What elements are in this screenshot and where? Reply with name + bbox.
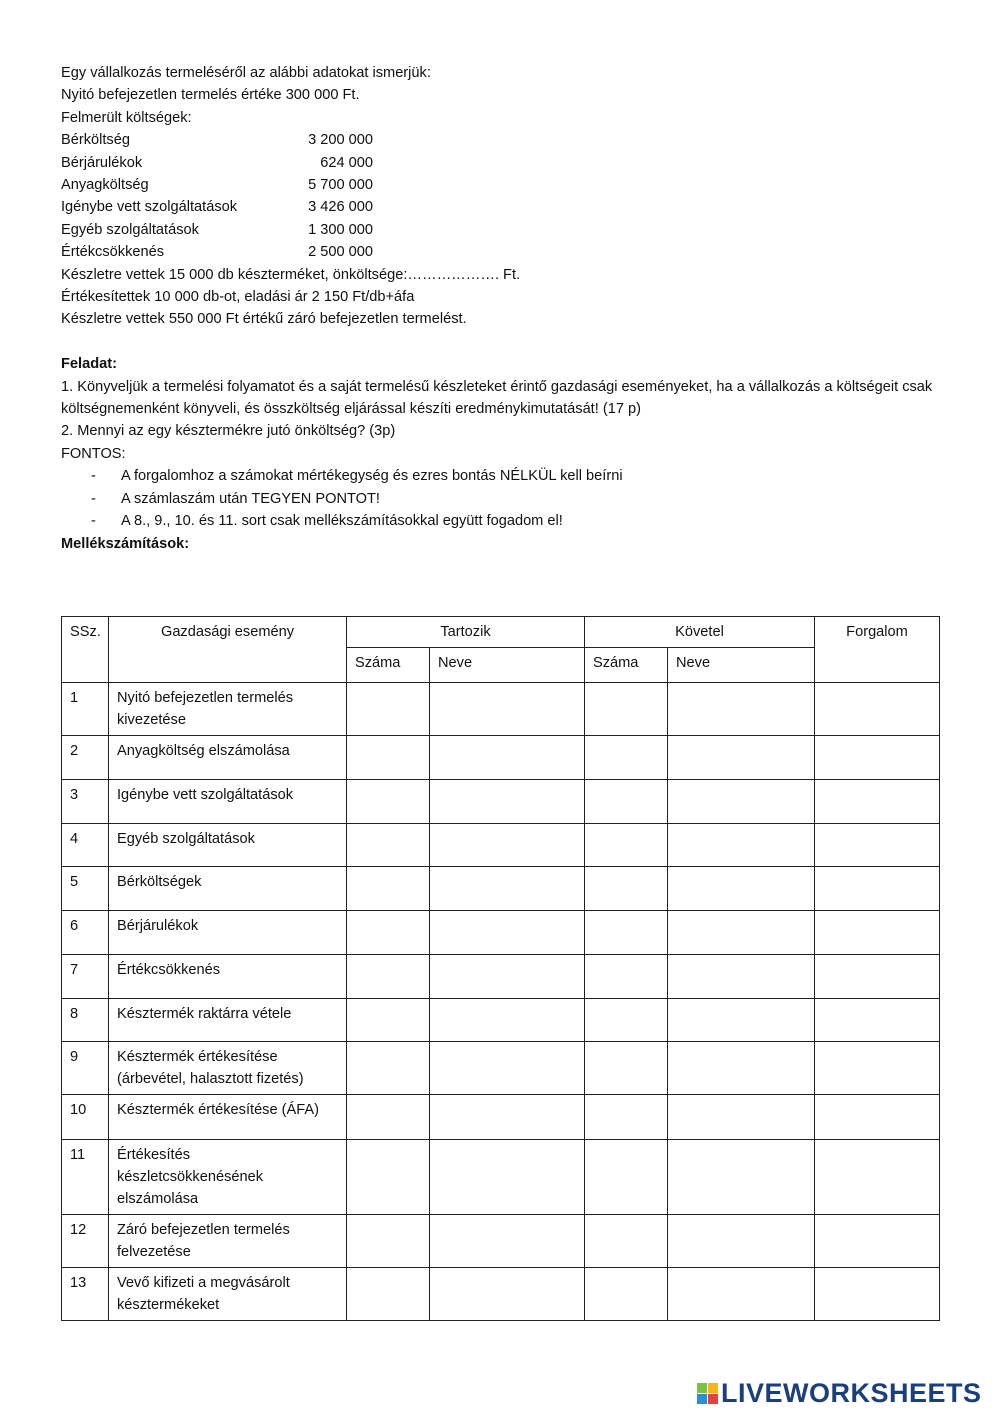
credit-name-cell[interactable] — [668, 1268, 815, 1321]
debit-number-cell[interactable] — [347, 780, 430, 824]
credit-name-cell[interactable] — [668, 1215, 815, 1268]
table-row — [62, 999, 940, 1042]
header-debit-name: Neve — [430, 648, 585, 683]
row-event: Nyitó befejezetlen termelés kivezetése — [109, 683, 347, 736]
credit-number-cell[interactable] — [585, 999, 668, 1042]
task-heading: Feladat: — [61, 356, 117, 373]
credit-name-cell[interactable] — [668, 824, 815, 867]
logo-badge-icon — [697, 1383, 718, 1404]
table-row — [62, 824, 940, 867]
credit-number-cell[interactable] — [585, 1268, 668, 1321]
debit-name-cell[interactable] — [430, 867, 585, 911]
row-number: 8 — [62, 999, 109, 1042]
debit-number-cell[interactable] — [347, 683, 430, 736]
header-ssz: SSz. — [62, 617, 109, 683]
debit-number-cell[interactable] — [347, 736, 430, 780]
credit-name-cell[interactable] — [668, 780, 815, 824]
intro-line: Felmerült költségek: — [61, 109, 192, 126]
turnover-cell[interactable] — [815, 1215, 940, 1268]
credit-number-cell[interactable] — [585, 1095, 668, 1140]
table-row — [62, 736, 940, 780]
credit-name-cell[interactable] — [668, 683, 815, 736]
row-number: 5 — [62, 867, 109, 911]
row-number: 3 — [62, 780, 109, 824]
cost-value: 1 300 000 — [308, 221, 373, 238]
turnover-cell[interactable] — [815, 736, 940, 780]
cost-value: 3 200 000 — [308, 132, 373, 149]
side-calc-heading: Mellékszámítások: — [61, 535, 190, 552]
intro-line: Nyitó befejezetlen termelés értéke 300 000 Ft. — [61, 87, 360, 104]
credit-name-cell[interactable] — [668, 955, 815, 999]
row-event: Értékesítés készletcsökkenésének elszámolása — [109, 1140, 347, 1215]
row-event: Egyéb szolgáltatások — [109, 824, 347, 867]
cost-row — [61, 196, 951, 218]
row-event: Záró befejezetlen termelés felvezetése — [109, 1215, 347, 1268]
credit-number-cell[interactable] — [585, 824, 668, 867]
intro-line: Készletre vettek 15 000 db készterméket, önköltsége:………………. Ft. — [61, 266, 521, 283]
table-row — [62, 911, 940, 955]
debit-name-cell[interactable] — [430, 911, 585, 955]
cost-row — [61, 241, 951, 263]
debit-name-cell[interactable] — [430, 1042, 585, 1095]
credit-number-cell[interactable] — [585, 911, 668, 955]
row-event: Anyagköltség elszámolása — [109, 736, 347, 780]
debit-number-cell[interactable] — [347, 1140, 430, 1215]
task-2: 2. Mennyi az egy késztermékre jutó önköltség? (3p) — [61, 423, 396, 440]
debit-number-cell[interactable] — [347, 999, 430, 1042]
header-debit-number: Száma — [347, 648, 430, 683]
cost-row — [61, 152, 951, 174]
cost-row — [61, 174, 951, 196]
turnover-cell[interactable] — [815, 1042, 940, 1095]
debit-number-cell[interactable] — [347, 867, 430, 911]
cost-name: Egyéb szolgáltatások — [61, 221, 199, 238]
debit-name-cell[interactable] — [430, 780, 585, 824]
important-label: FONTOS: — [61, 445, 126, 462]
table-row — [62, 955, 940, 999]
journal-table — [61, 616, 940, 1321]
row-number: 10 — [62, 1095, 109, 1140]
bullet-item: - A számlaszám után TEGYEN PONTOT! — [61, 488, 951, 510]
cost-row — [61, 219, 951, 241]
header-credit-number: Száma — [585, 648, 668, 683]
cost-name: Igénybe vett szolgáltatások — [61, 199, 238, 216]
debit-number-cell[interactable] — [347, 1215, 430, 1268]
row-number: 2 — [62, 736, 109, 780]
credit-number-cell[interactable] — [585, 683, 668, 736]
cost-name: Értékcsökkenés — [61, 244, 165, 261]
turnover-cell[interactable] — [815, 911, 940, 955]
row-event: Bérköltségek — [109, 867, 347, 911]
row-number: 7 — [62, 955, 109, 999]
row-event: Bérjárulékok — [109, 911, 347, 955]
credit-number-cell[interactable] — [585, 1042, 668, 1095]
header-turnover: Forgalom — [815, 617, 940, 683]
table-row — [62, 780, 940, 824]
table-row — [62, 683, 940, 736]
row-event: Értékcsökkenés — [109, 955, 347, 999]
intro-line: Egy vállalkozás termeléséről az alábbi adatokat ismerjük: — [61, 65, 431, 81]
debit-number-cell[interactable] — [347, 824, 430, 867]
debit-name-cell[interactable] — [430, 955, 585, 999]
cost-name: Bérjárulékok — [61, 154, 143, 171]
table-row — [62, 1095, 940, 1140]
credit-number-cell[interactable] — [585, 1140, 668, 1215]
credit-name-cell[interactable] — [668, 1140, 815, 1215]
turnover-cell[interactable] — [815, 999, 940, 1042]
turnover-cell[interactable] — [815, 683, 940, 736]
debit-name-cell[interactable] — [430, 999, 585, 1042]
turnover-cell[interactable] — [815, 780, 940, 824]
credit-number-cell[interactable] — [585, 736, 668, 780]
debit-number-cell[interactable] — [347, 911, 430, 955]
credit-name-cell[interactable] — [668, 999, 815, 1042]
cost-value: 624 000 — [320, 154, 373, 171]
cost-name: Bérköltség — [61, 132, 130, 149]
credit-name-cell[interactable] — [668, 867, 815, 911]
debit-number-cell[interactable] — [347, 1095, 430, 1140]
row-number: 4 — [62, 824, 109, 867]
debit-number-cell[interactable] — [347, 1042, 430, 1095]
credit-number-cell[interactable] — [585, 955, 668, 999]
row-number: 1 — [62, 683, 109, 736]
intro-line: Készletre vettek 550 000 Ft értékű záró befejezetlen termelést. — [61, 311, 467, 328]
credit-name-cell[interactable] — [668, 1042, 815, 1095]
turnover-cell[interactable] — [815, 1095, 940, 1140]
debit-number-cell[interactable] — [347, 1268, 430, 1321]
credit-name-cell[interactable] — [668, 1095, 815, 1140]
credit-number-cell[interactable] — [585, 867, 668, 911]
row-number: 9 — [62, 1042, 109, 1095]
debit-name-cell[interactable] — [430, 736, 585, 780]
task-1: 1. Könyveljük a termelési folyamatot és a saját termelésű készleteket érintő gazdasági eseményeket, ha a vállalkozás a költségeit csak költségnemenként könyveli, és összköltség eljárással készíti eredménykimutatását! (17 p) — [61, 378, 933, 418]
debit-name-cell[interactable] — [430, 683, 585, 736]
liveworksheets-logo — [697, 1378, 982, 1409]
debit-name-cell[interactable] — [430, 824, 585, 867]
turnover-cell[interactable] — [815, 824, 940, 867]
header-credit-name: Neve — [668, 648, 815, 683]
logo-text: LIVEWORKSHEETS — [721, 1378, 982, 1408]
row-number: 12 — [62, 1215, 109, 1268]
cost-name: Anyagköltség — [61, 177, 149, 194]
debit-number-cell[interactable] — [347, 955, 430, 999]
debit-name-cell[interactable] — [430, 1268, 585, 1321]
credit-number-cell[interactable] — [585, 1215, 668, 1268]
turnover-cell[interactable] — [815, 955, 940, 999]
credit-name-cell[interactable] — [668, 911, 815, 955]
debit-name-cell[interactable] — [430, 1095, 585, 1140]
table-row — [62, 1140, 940, 1215]
header-credit: Követel — [585, 617, 815, 648]
bullet-item: - A 8., 9., 10. és 11. sort csak mellékszámításokkal együtt fogadom el! — [61, 510, 951, 532]
row-number: 11 — [62, 1140, 109, 1215]
row-event: Késztermék raktárra vétele — [109, 999, 347, 1042]
row-event: Késztermék értékesítése (árbevétel, halasztott fizetés) — [109, 1042, 347, 1095]
row-event: Késztermék értékesítése (ÁFA) — [109, 1095, 347, 1140]
intro-line: Értékesítettek 10 000 db-ot, eladási ár 2 150 Ft/db+áfa — [61, 289, 415, 306]
turnover-cell[interactable] — [815, 1268, 940, 1321]
cost-value: 5 700 000 — [308, 177, 373, 194]
debit-name-cell[interactable] — [430, 1140, 585, 1215]
problem-text — [61, 62, 951, 555]
table-row — [62, 867, 940, 911]
credit-number-cell[interactable] — [585, 780, 668, 824]
header-event: Gazdasági esemény — [109, 617, 347, 683]
cost-value: 3 426 000 — [308, 199, 373, 216]
row-event: Vevő kifizeti a megvásárolt késztermékeket — [109, 1268, 347, 1321]
row-number: 13 — [62, 1268, 109, 1321]
turnover-cell[interactable] — [815, 867, 940, 911]
table-row — [62, 1215, 940, 1268]
bullet-item: - A forgalomhoz a számokat mértékegység és ezres bontás NÉLKÜL kell beírni — [61, 465, 951, 487]
credit-name-cell[interactable] — [668, 736, 815, 780]
cost-value: 2 500 000 — [308, 244, 373, 261]
table-row — [62, 1042, 940, 1095]
table-row — [62, 1268, 940, 1321]
row-number: 6 — [62, 911, 109, 955]
turnover-cell[interactable] — [815, 1140, 940, 1215]
header-debit: Tartozik — [347, 617, 585, 648]
cost-row — [61, 129, 951, 151]
row-event: Igénybe vett szolgáltatások — [109, 780, 347, 824]
debit-name-cell[interactable] — [430, 1215, 585, 1268]
